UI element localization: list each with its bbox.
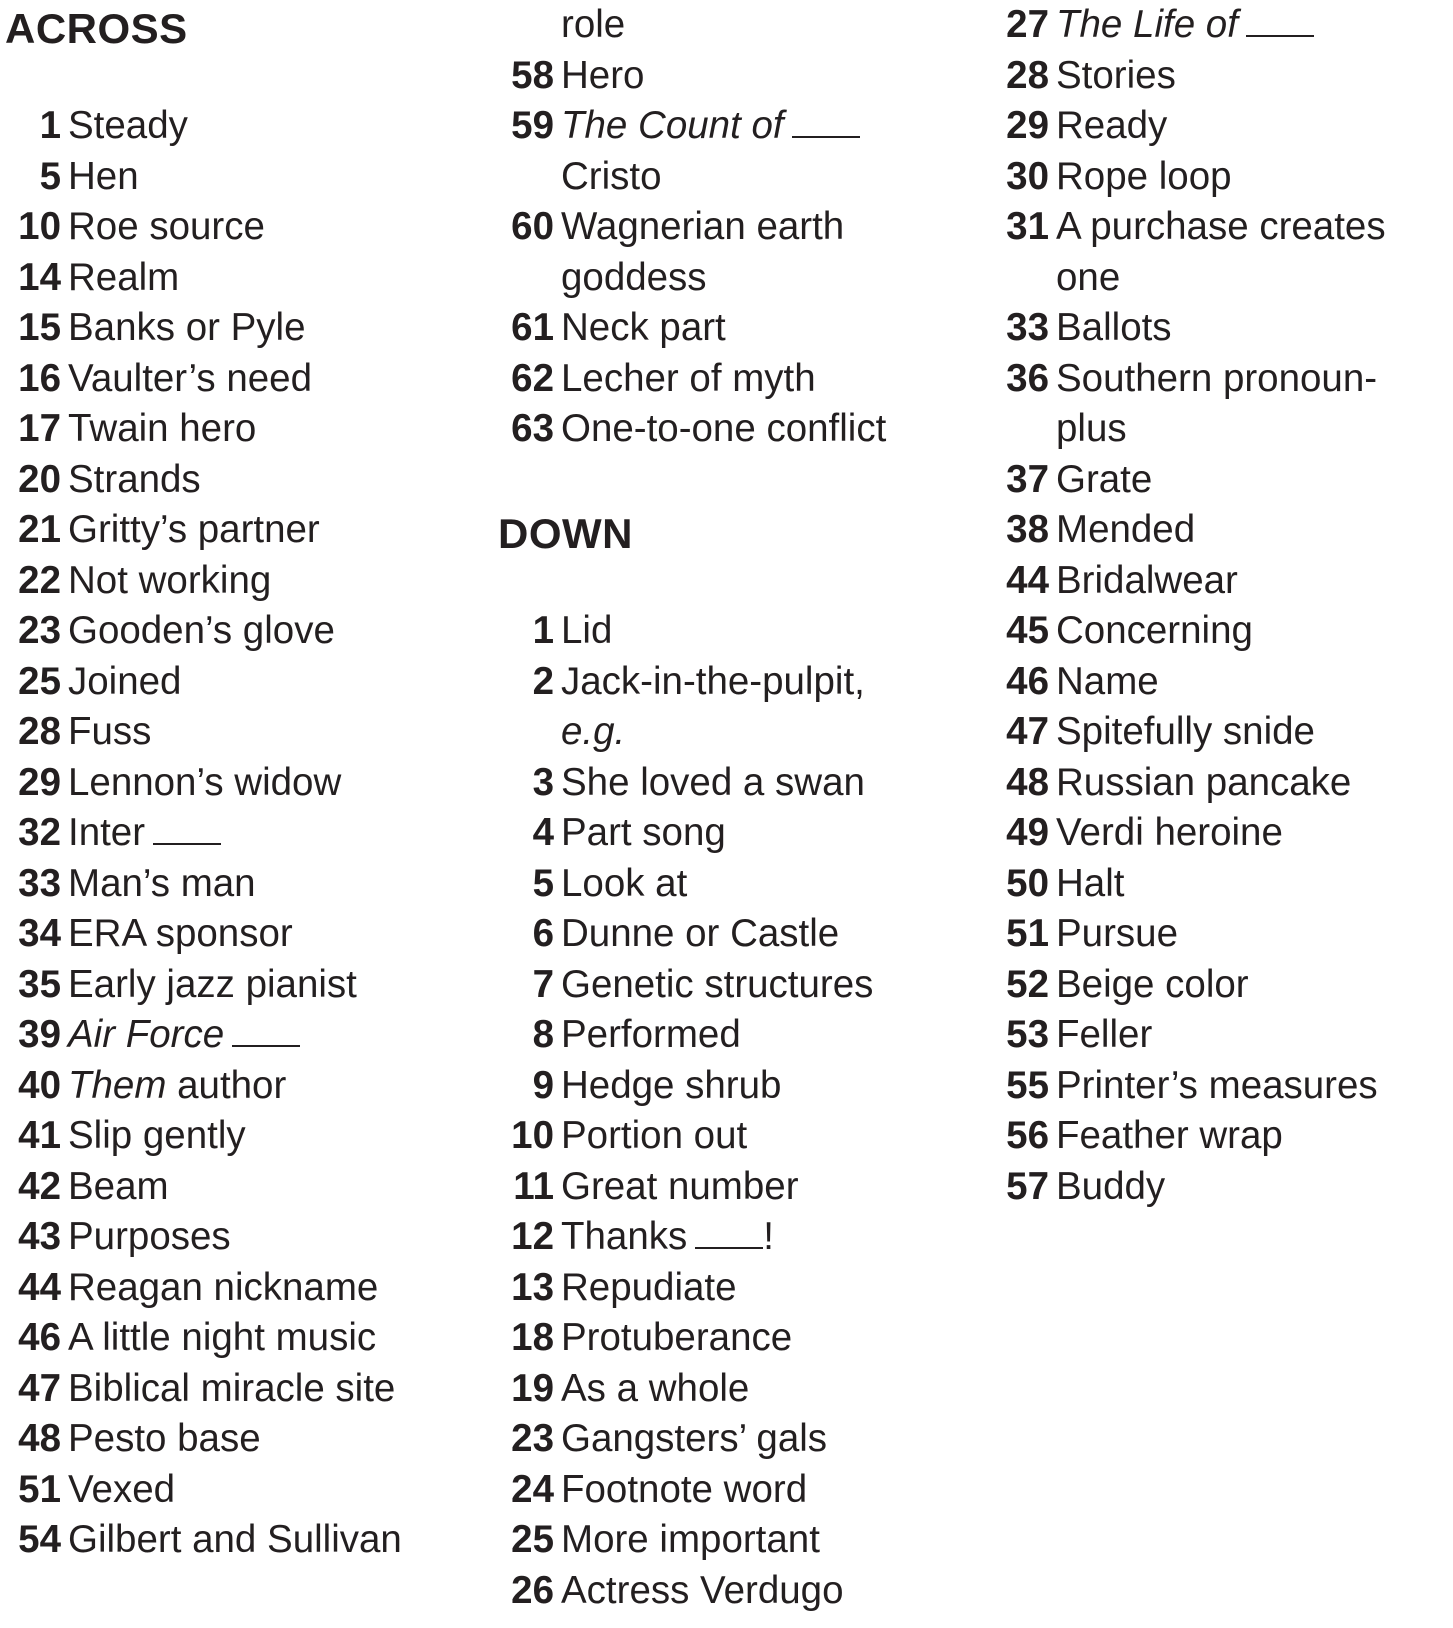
clue-number: 34: [18, 912, 61, 955]
across-clue-58: [498, 51, 968, 102]
clue-text-continued: plus: [1056, 407, 1127, 450]
column-3: [993, 0, 1453, 1212]
clue-text: Name: [1056, 659, 1159, 703]
clue-number: 15: [18, 306, 61, 349]
down-clue-29: [993, 101, 1453, 152]
clue-text: Jack-in-the-pulpit,: [561, 659, 865, 703]
clue-number: 23: [18, 609, 61, 652]
clue-number: 24: [511, 1467, 554, 1511]
down-clue-57: [993, 1162, 1453, 1213]
across-clue-28: [5, 707, 465, 758]
across-clue-32: [5, 808, 465, 859]
across-clue-48: [5, 1414, 465, 1465]
down-heading: DOWN: [498, 510, 633, 557]
clue-text: The Count of: [561, 101, 860, 152]
clue-number: 55: [1006, 1063, 1049, 1107]
clue-number: 23: [511, 1417, 554, 1460]
clue-text: Part song: [561, 811, 726, 854]
clue-number: 38: [1006, 508, 1049, 551]
clue-text: Lid: [561, 609, 613, 652]
across-clue-33: [5, 859, 465, 910]
clue-text-continued: e.g.: [561, 710, 626, 753]
spacer: [498, 455, 968, 506]
clue-text: Feller: [1056, 1013, 1153, 1056]
clue-number: 40: [18, 1063, 61, 1107]
clue-number: 44: [18, 1265, 61, 1309]
clue-number: 46: [1006, 659, 1049, 703]
clue-number: 51: [1006, 912, 1049, 955]
clue-text: Them author: [68, 1063, 287, 1107]
clue-number: 46: [18, 1316, 61, 1359]
clue-number: 47: [1006, 710, 1049, 753]
clue-text: Neck part: [561, 306, 726, 349]
down-clue-11: [498, 1162, 968, 1213]
column-2: [498, 0, 968, 1616]
clue-text: Genetic structures: [561, 962, 874, 1006]
clue-number: 47: [18, 1366, 61, 1410]
clue-number: 16: [18, 356, 61, 400]
clue-text: Ready: [1056, 104, 1168, 147]
clue-text: Early jazz pianist: [68, 962, 357, 1006]
down-clue-2-continued: [498, 707, 968, 758]
across-clue-39: [5, 1010, 465, 1061]
down-clue-52: [993, 960, 1453, 1011]
across-clue-42: [5, 1162, 465, 1213]
clue-text: She loved a swan: [561, 760, 865, 804]
across-clue-43: [5, 1212, 465, 1263]
clue-text: Realm: [68, 255, 180, 299]
across-clue-35: [5, 960, 465, 1011]
clue-number: 42: [18, 1164, 61, 1208]
down-clue-23: [498, 1414, 968, 1465]
clue-text: Fuss: [68, 710, 152, 753]
down-clue-48: [993, 758, 1453, 809]
clue-number: 30: [1006, 154, 1049, 198]
clue-text: Grate: [1056, 457, 1153, 501]
answer-blank: [695, 1213, 763, 1249]
clue-text: Twain hero: [68, 407, 257, 450]
answer-blank: [153, 809, 221, 845]
down-clue-31: [993, 202, 1453, 253]
down-clue-2: [498, 657, 968, 708]
clue-number: 29: [18, 760, 61, 804]
clue-number: 22: [18, 558, 61, 602]
clue-text: Gritty’s partner: [68, 508, 320, 551]
clue-text: Reagan nickname: [68, 1265, 379, 1309]
down-clue-24: [498, 1465, 968, 1516]
clue-text: Air Force: [68, 1010, 300, 1061]
down-clue-1: [498, 606, 968, 657]
down-clue-46: [993, 657, 1453, 708]
clue-number: 21: [18, 508, 61, 551]
down-clue-37: [993, 455, 1453, 506]
clue-number: 14: [18, 255, 61, 299]
across-clue-63: [498, 404, 968, 455]
down-clue-4: [498, 808, 968, 859]
clue-text: Hedge shrub: [561, 1063, 782, 1107]
clue-text: More important: [561, 1518, 820, 1561]
across-clue-16: [5, 354, 465, 405]
across-clue-60-continued: [498, 253, 968, 304]
down-clue-10: [498, 1111, 968, 1162]
clue-text-continued: one: [1056, 255, 1121, 299]
down-clue-13: [498, 1263, 968, 1314]
clue-text: Lennon’s widow: [68, 760, 342, 804]
clue-text-continued: role: [561, 3, 626, 46]
clue-text: Gooden’s glove: [68, 609, 335, 652]
across-clue-61: [498, 303, 968, 354]
down-clue-28: [993, 51, 1453, 102]
clue-number: 25: [18, 659, 61, 703]
clue-text: Lecher of myth: [561, 356, 816, 400]
clue-text: Repudiate: [561, 1265, 737, 1309]
across-clue-54-continued: [498, 0, 968, 51]
clue-text: Not working: [68, 558, 272, 602]
clue-text: Look at: [561, 861, 688, 905]
clue-text: Performed: [561, 1013, 741, 1056]
clue-number: 8: [532, 1013, 554, 1056]
clue-text: Verdi heroine: [1056, 811, 1283, 854]
across-clue-10: [5, 202, 465, 253]
clue-text: Footnote word: [561, 1467, 808, 1511]
clue-number: 27: [1006, 3, 1049, 46]
clue-number: 26: [511, 1568, 554, 1612]
clue-text: A purchase creates: [1056, 205, 1386, 248]
clue-number: 52: [1006, 962, 1049, 1006]
clue-number: 1: [39, 104, 61, 147]
clue-number: 9: [532, 1063, 554, 1107]
across-clue-59-continued: [498, 152, 968, 203]
across-clue-41: [5, 1111, 465, 1162]
clue-text-continued: Cristo: [561, 154, 662, 198]
clue-text: Man’s man: [68, 861, 256, 905]
clue-text: Slip gently: [68, 1114, 246, 1157]
clue-text: Beige color: [1056, 962, 1249, 1006]
across-clue-29: [5, 758, 465, 809]
across-clue-15: [5, 303, 465, 354]
clue-text: Gangsters’ gals: [561, 1417, 828, 1460]
down-clue-49: [993, 808, 1453, 859]
clue-text: Protuberance: [561, 1316, 793, 1359]
clue-text: Southern pronoun-: [1056, 356, 1378, 400]
clue-text: One-to-one conflict: [561, 407, 887, 450]
clue-text: Bridalwear: [1056, 558, 1238, 602]
clue-number: 4: [532, 811, 554, 854]
down-clue-47: [993, 707, 1453, 758]
down-clue-27: [993, 0, 1453, 51]
down-clue-55: [993, 1061, 1453, 1112]
clue-text: Printer’s measures: [1056, 1063, 1378, 1107]
down-clue-56: [993, 1111, 1453, 1162]
clue-number: 48: [18, 1417, 61, 1460]
clue-text: Great number: [561, 1164, 799, 1208]
clue-number: 28: [18, 710, 61, 753]
clue-number: 2: [532, 659, 554, 703]
clue-number: 5: [39, 154, 61, 198]
clue-number: 20: [18, 457, 61, 501]
across-clue-59: [498, 101, 968, 152]
across-clue-5: [5, 152, 465, 203]
clue-text: Inter: [68, 808, 221, 859]
down-clue-30: [993, 152, 1453, 203]
clue-text-continued: goddess: [561, 255, 707, 299]
clue-text: Concerning: [1056, 609, 1253, 652]
down-clue-26: [498, 1566, 968, 1617]
clue-number: 10: [18, 205, 61, 248]
down-clue-38: [993, 505, 1453, 556]
clue-number: 58: [511, 53, 554, 97]
clue-number: 17: [18, 407, 61, 450]
clue-number: 36: [1006, 356, 1049, 400]
clue-text: Pursue: [1056, 912, 1178, 955]
clue-number: 10: [511, 1114, 554, 1157]
clue-text: Spitefully snide: [1056, 710, 1315, 753]
across-clue-47: [5, 1364, 465, 1415]
answer-blank: [1246, 1, 1314, 37]
clue-number: 12: [511, 1215, 554, 1258]
clue-number: 60: [511, 205, 554, 248]
clue-text: Rope loop: [1056, 154, 1232, 198]
clue-text: Vaulter’s need: [68, 356, 313, 400]
clue-text: Stories: [1056, 53, 1176, 97]
clue-number: 31: [1006, 205, 1049, 248]
clue-text: Roe source: [68, 205, 265, 248]
clue-number: 29: [1006, 104, 1049, 147]
clue-number: 61: [511, 306, 554, 349]
across-clue-23: [5, 606, 465, 657]
clue-text: Biblical miracle site: [68, 1366, 396, 1410]
clue-number: 13: [511, 1265, 554, 1309]
clue-text: Hero: [561, 53, 645, 97]
down-clue-36-continued: [993, 404, 1453, 455]
clue-number: 44: [1006, 558, 1049, 602]
clue-text: Dunne or Castle: [561, 912, 840, 955]
clue-number: 43: [18, 1215, 61, 1258]
clue-number: 37: [1006, 457, 1049, 501]
clue-number: 18: [511, 1316, 554, 1359]
down-clue-18: [498, 1313, 968, 1364]
clue-text: Strands: [68, 457, 201, 501]
down-clue-3: [498, 758, 968, 809]
clue-number: 62: [511, 356, 554, 400]
across-clue-54: [5, 1515, 465, 1566]
down-clue-33: [993, 303, 1453, 354]
across-clue-14: [5, 253, 465, 304]
clue-number: 56: [1006, 1114, 1049, 1157]
clue-text: Steady: [68, 104, 188, 147]
down-clue-45: [993, 606, 1453, 657]
spacer: [498, 556, 968, 607]
across-clue-34: [5, 909, 465, 960]
clue-text: Hen: [68, 154, 139, 198]
clue-number: 19: [511, 1366, 554, 1410]
clue-text: Halt: [1056, 861, 1125, 905]
clue-number: 32: [18, 811, 61, 854]
clue-number: 48: [1006, 760, 1049, 804]
down-clue-9: [498, 1061, 968, 1112]
down-clue-53: [993, 1010, 1453, 1061]
clue-number: 63: [511, 407, 554, 450]
clue-text: Beam: [68, 1164, 169, 1208]
across-clue-20: [5, 455, 465, 506]
clue-text: Russian pancake: [1056, 760, 1352, 804]
across-clue-1: [5, 101, 465, 152]
clue-text: Mended: [1056, 508, 1196, 551]
clue-number: 25: [511, 1518, 554, 1561]
answer-blank: [792, 102, 860, 138]
down-clue-31-continued: [993, 253, 1453, 304]
down-clue-51: [993, 909, 1453, 960]
clue-text: ERA sponsor: [68, 912, 293, 955]
across-clue-46: [5, 1313, 465, 1364]
down-clue-5: [498, 859, 968, 910]
clue-text: Purposes: [68, 1215, 231, 1258]
clue-text: Banks or Pyle: [68, 306, 306, 349]
clue-text: Buddy: [1056, 1164, 1166, 1208]
across-clue-22: [5, 556, 465, 607]
clue-number: 39: [18, 1013, 61, 1056]
across-heading: ACROSS: [5, 5, 188, 52]
clue-text: Thanks !: [561, 1215, 774, 1258]
clue-number: 28: [1006, 53, 1049, 97]
clue-number: 54: [18, 1518, 61, 1561]
clue-text: The Life of: [1056, 0, 1314, 51]
clue-number: 5: [532, 861, 554, 905]
down-clue-7: [498, 960, 968, 1011]
answer-blank: [232, 1011, 300, 1047]
clue-number: 51: [18, 1467, 61, 1511]
clue-text: Portion out: [561, 1114, 748, 1157]
column-1: [5, 0, 465, 1566]
clue-number: 45: [1006, 609, 1049, 652]
across-clue-44: [5, 1263, 465, 1314]
clue-number: 59: [511, 104, 554, 147]
clue-text: Actress Verdugo: [561, 1568, 844, 1612]
clue-number: 3: [532, 760, 554, 804]
down-clue-44: [993, 556, 1453, 607]
clue-number: 11: [513, 1164, 554, 1208]
down-clue-12: [498, 1212, 968, 1263]
clue-text: Joined: [68, 659, 182, 703]
clue-number: 33: [18, 861, 61, 905]
clue-text: Wagnerian earth: [561, 205, 845, 248]
clue-number: 6: [532, 912, 554, 955]
clue-text: Ballots: [1056, 306, 1172, 349]
clue-text: A little night music: [68, 1316, 377, 1359]
clue-text: Feather wrap: [1056, 1114, 1283, 1157]
down-clue-19: [498, 1364, 968, 1415]
across-clue-17: [5, 404, 465, 455]
down-clue-50: [993, 859, 1453, 910]
across-clue-62: [498, 354, 968, 405]
across-clue-21: [5, 505, 465, 556]
across-clue-60: [498, 202, 968, 253]
down-clue-25: [498, 1515, 968, 1566]
clue-number: 57: [1006, 1164, 1049, 1208]
spacer: [5, 51, 465, 102]
clue-number: 50: [1006, 861, 1049, 905]
clue-number: 1: [532, 609, 554, 652]
down-clue-6: [498, 909, 968, 960]
down-clue-8: [498, 1010, 968, 1061]
clue-number: 41: [18, 1114, 61, 1157]
clue-text: Gilbert and Sullivan: [68, 1518, 402, 1561]
across-clue-25: [5, 657, 465, 708]
clue-text: Vexed: [68, 1467, 176, 1511]
down-clue-36: [993, 354, 1453, 405]
clue-number: 33: [1006, 306, 1049, 349]
clue-number: 53: [1006, 1013, 1049, 1056]
clue-text: As a whole: [561, 1366, 750, 1410]
clue-number: 7: [532, 962, 554, 1006]
across-clue-51: [5, 1465, 465, 1516]
clue-number: 49: [1006, 811, 1049, 854]
clue-text: Pesto base: [68, 1417, 261, 1460]
clue-number: 35: [18, 962, 61, 1006]
across-clue-40: [5, 1061, 465, 1112]
